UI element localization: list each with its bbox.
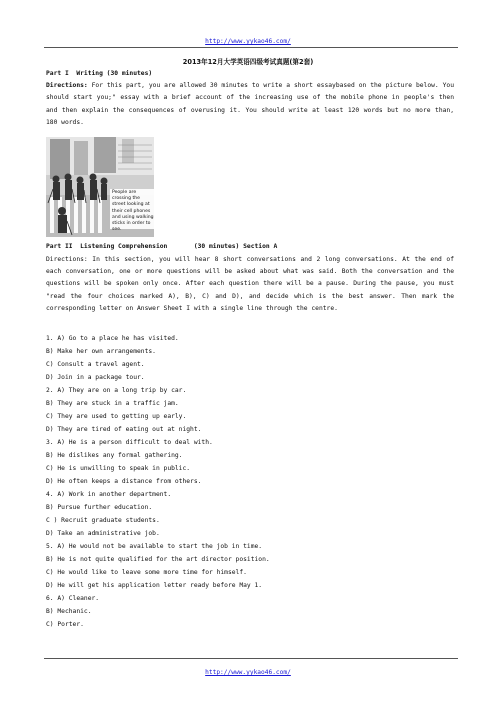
street-picture	[46, 137, 154, 237]
list-item: 3. A) He is a person difficult to deal with.	[46, 439, 213, 446]
header-rule	[44, 47, 458, 48]
list-item: B) He dislikes any formal gathering.	[46, 452, 183, 459]
list-item: D) He will get his application letter ready before May 1.	[46, 582, 263, 589]
list-item: D) He often keeps a distance from others.	[46, 478, 202, 485]
part2-directions: Directions: In this section, you will hear 8 short conversations and 2 long conversations. At the end of each conversation, one or more questions will be asked about what was said. Both the conversation and the questions will be spoken only once. After each question there will be a pause. During the pause, you must "read the four choices marked A), B), C) and D), and decide which is the best answer. Then mark the corresponding letter on Answer Sheet I with a single line through the centre.	[46, 256, 454, 312]
list-item: 6. A) Cleaner.	[46, 595, 100, 602]
footer-link[interactable]: http://www.yykao46.com/	[205, 669, 291, 676]
list-item: C) Porter.	[46, 621, 84, 628]
list-item: D) They are tired of eating out at night.	[46, 426, 202, 433]
list-item: C) He would like to leave some more time for himself.	[46, 569, 247, 576]
list-item: B) Pursue further education.	[46, 504, 153, 511]
footer-rule	[44, 658, 458, 659]
part1-directions-label: Directions:	[46, 82, 88, 89]
part1-heading: Part I Writing (30 minutes)	[46, 70, 153, 77]
list-item: B) They are stuck in a traffic jam.	[46, 400, 179, 407]
list-item: C) He is unwilling to speak in public.	[46, 465, 191, 472]
list-item: C) Consult a travel agent.	[46, 361, 145, 368]
list-item: B) He is not quite qualified for the art director position.	[46, 556, 270, 563]
header-link[interactable]: http://www.yykao46.com/	[205, 38, 291, 45]
list-item: 2. A) They are on a long trip by car.	[46, 387, 187, 394]
part1-directions-text: For this part, you are allowed 30 minutes to write a short essaybased on the picture below. You should start you;" essay with a brief account of the increasing use of the mobile phone in people's then and then explain the consequences of overusing it. You should write at least 120 words but no more than, 180 words.	[46, 82, 454, 126]
list-item: 5. A) He would not be available to start the job in time.	[46, 543, 263, 550]
list-item: 4. A) Work in another department.	[46, 491, 172, 498]
list-item: D) Join in a package tour.	[46, 374, 145, 381]
list-item: C ) Recruit graduate students.	[46, 517, 160, 524]
part2-heading: Part II Listening Comprehension (30 minutes) Section A	[46, 243, 278, 250]
list-item: C) They are used to getting up early.	[46, 413, 187, 420]
list-item: B) Make her own arrangements.	[46, 348, 156, 355]
list-item: D) Take an administrative job.	[46, 530, 160, 537]
picture-caption: People are crossing the street looking at their cell phones and using walking sticks in order to see.	[112, 190, 154, 233]
part1-directions	[46, 80, 454, 129]
list-item: 1. A) Go to a place he has visited.	[46, 335, 179, 342]
list-item: B) Mechanic.	[46, 608, 92, 615]
page-title: 2013年12月大学英语四级考试真题(第2套)	[182, 58, 314, 66]
